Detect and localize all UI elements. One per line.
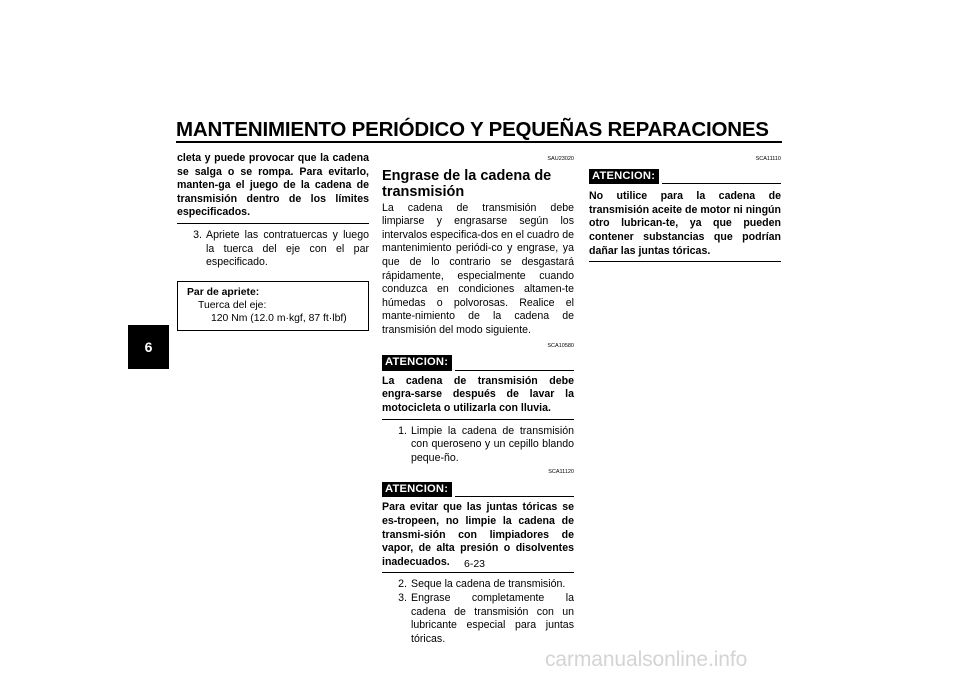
column-2 — [382, 153, 574, 646]
attention-line — [662, 183, 781, 184]
chapter-tab: 6 — [128, 325, 169, 369]
step-3 — [382, 592, 574, 646]
attention-label: ATENCION: — [382, 355, 452, 371]
torque-title: Par de apriete: — [187, 286, 260, 298]
section-heading: Engrase de la cadena de transmisión — [382, 167, 552, 200]
section-code: SAU23020 — [547, 156, 574, 162]
page-number: 6-23 — [464, 558, 486, 570]
torque-value: 120 Nm (12.0 m·kgf, 87 ft·lbf) — [211, 312, 347, 324]
attention-header — [382, 355, 574, 371]
step-number: 3. — [193, 228, 202, 241]
step-text: Limpie la cadena de transmisión con queroseno y un cepillo blando peque-ño. — [411, 424, 574, 464]
step-text: Apriete las contratuercas y luego la tuerca del eje con el par especificado. — [206, 228, 369, 269]
step-text: Seque la cadena de transmisión. — [411, 578, 566, 591]
column-1 — [177, 152, 369, 331]
torque-item: Tuerca del eje: — [198, 299, 267, 311]
warning-continuation: cleta y puede provocar que la cadena se salga o se rompa. Para evitarlo, manten-ga el juego de la cadena de transmisión dentro de los límites especificados. — [177, 152, 369, 219]
step-1 — [382, 425, 574, 466]
attention-line — [455, 496, 574, 497]
attention-text: Para evitar que las juntas tóricas se es-tropeen, no limpie la cadena de transmi-sión con limpiadores de vapor, de alta presión o disolventes inadecuados. — [382, 501, 574, 568]
step-2 — [382, 578, 574, 592]
page-title: MANTENIMIENTO PERIÓDICO Y PEQUEÑAS REPARACIONES — [176, 118, 769, 141]
step-number: 2. — [398, 578, 407, 591]
column-3 — [589, 153, 781, 262]
step-number: 3. — [398, 592, 407, 605]
step-3 — [177, 229, 369, 270]
torque-box — [177, 281, 369, 331]
attention-end-rule — [589, 261, 781, 262]
attention-label: ATENCION: — [589, 169, 659, 185]
attention-header — [589, 169, 781, 185]
attention-code: SCA11120 — [548, 469, 574, 476]
step-text: Engrase completamente la cadena de transmisión con un lubricante especial para juntas tóricas. — [411, 592, 574, 645]
attention-end-rule — [382, 572, 574, 573]
step-number: 1. — [398, 424, 407, 437]
attention-label: ATENCION: — [382, 482, 452, 498]
attention-line — [455, 370, 574, 371]
attention-header — [382, 482, 574, 498]
attention-end-rule — [382, 419, 574, 420]
watermark: carmanualsonline.info — [545, 648, 748, 671]
section-intro: La cadena de transmisión debe limpiarse y engrasarse según los intervalos especifica-dos en el cuadro de mantenimiento periódi-co y engrase, ya que de lo contrario se desgastará rápidamente, especialmente cuando conduzca en condiciones altamen-te húmedas o polvorosas. Realice el mante-nimiento de la cadena de transmisión del modo siguiente. — [382, 201, 574, 336]
attention-code: SCA11110 — [755, 156, 781, 162]
attention-text: La cadena de transmisión debe engra-sarse después de lavar la motocicleta o utilizarla con lluvia. — [382, 374, 574, 414]
attention-text: No utilice para la cadena de transmisión aceite de motor ni ningún otro lubrican-te, ya que pueden contener substancias que podrían dañar las juntas tóricas. — [589, 190, 781, 257]
warning-end-rule — [177, 223, 369, 224]
title-divider — [176, 141, 782, 143]
attention-code: SCA10580 — [547, 342, 574, 349]
